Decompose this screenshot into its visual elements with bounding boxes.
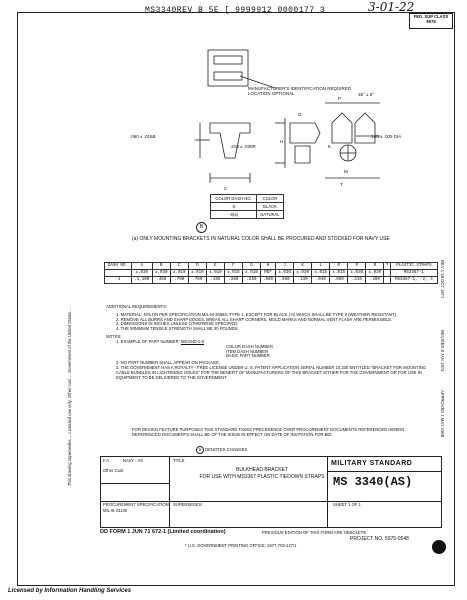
dimension-header-cell: DASH NO. [105,263,132,270]
tolerance-cell: REF [260,270,275,277]
tolerance-cell: ±.010 [188,270,206,277]
title-label: TITLE [173,458,185,463]
tolerance-cell: ±.015 [224,270,242,277]
dim-letter-g: G [298,112,302,117]
proc-spec-label: PROCUREMENT SPECIFICATION [103,502,169,507]
note-a: (a) ONLY MOUNTING BRACKETS IN NATURAL COLOR SHALL BE PROCURED AND STOCKED FOR NAVY USE [132,236,390,242]
requirement-item: 3. DIMENSIONS IN INCHES UNLESS OTHERWISE SPECIFIED. [116,321,239,327]
proc-spec-value: MIL-B-23130 [103,508,128,513]
manufacturer-label: MANUFACTURER'S IDENTIFICATION REQUIRED LOCATION OPTIONAL [248,86,352,96]
title-line-1: BULKHEAD BRACKET [236,467,288,473]
color-row-color: NATURAL [257,211,284,219]
of-label: OF [351,502,358,507]
dimension-value-cell: .750 [188,277,206,284]
denotes-changes-label: DENOTES CHANGES [205,447,248,452]
fsc-box [409,13,453,29]
dimension-header-cell: F [224,263,242,270]
dimension-header-cell: R [366,263,384,270]
dimension-header-cell: J [276,263,294,270]
dd-form: DD FORM 1 JUN 71 672-1 (Limited coordination) [100,529,226,535]
top-view-slot-2 [214,72,242,80]
requirement-item: 2. REMOVE ALL BURRS AND SHARP EDGES. BREAK ALL SHARP CORNERS. MOLD MARKS AND NORMAL VENT FLASH ARE PERMISSIBLE. [116,316,393,322]
dimension-header-cell: H [260,263,275,270]
top-view-outline [208,50,248,86]
notes-list [106,340,436,381]
dimension-header-cell: T [385,264,389,268]
dimension-value-cell: .700 [170,277,188,284]
dimension-table [104,262,438,284]
dimension-header-cell: B [152,263,170,270]
note-2: 2. NO PART NUMBER SHALL APPEAR ON PACKAGE. [116,360,221,366]
dim-letter-t: T [340,182,343,187]
part-number-breakdown [116,345,436,359]
dimension-value-cell: .040 [312,277,330,284]
side-view-outline [290,123,320,143]
approved-date: APPROVED 1 MAY 1968 [440,390,445,438]
tolerance-cell: ±.010 [170,270,188,277]
color-table [210,194,284,219]
fsc-label: FED. SUP CLASS [413,14,449,19]
dimension-value-cell: .130 [294,277,312,284]
change-marker: B [196,222,207,233]
tolerance-cell: ±.030 [348,270,366,277]
requirements-section [106,305,436,381]
sheet-label: SHEET [333,502,347,507]
military-standard: MILITARY STANDARD [331,460,413,467]
dimension-value-cell: .310 [348,277,366,284]
color-row-color: BLACK [257,203,284,211]
dimension-header-cell: L [312,263,330,270]
tolerance-cell: ±.010 [206,270,224,277]
dimension-value-cell: -1 [105,277,132,284]
note-3: 3. THE GOVERNMENT HAS A ROYALTY - FREE LICENSE UNDER U. S. PATENT APPLICATION SERIAL NUMBER 10,330 ENTITLED "BRACKET FOR MOUNTING CABLE BUNDLES IN LIGHTENING HOLES" FOR THE BENEFIT OF MANUFACTURERS OF THIS BRACKET EITHER FOR THE GOVERNMENT OR FOR USE IN EQUIPMENT TO BE DELIVERED TO THE GOVERNMENT. [116,365,427,380]
other-cust: Other Cust [103,468,124,473]
example-part-number: MS3340-1-9 [180,338,204,344]
tolerance-cell: ±.030 [131,270,152,277]
technical-drawing [100,28,440,193]
document-code: MS3340REV B 5E [ 9999912 0000177 3 [145,6,326,15]
tolerance-cell: ±.010 [242,270,260,277]
pn-part-basic: BASIC PART NUMBER [226,353,270,359]
front-view-outline [210,123,250,158]
of-value: 1 [358,502,361,507]
dim-letter-h: H [280,139,284,144]
dimension-value-cell: MS3367-1, -2, 4 [390,277,437,284]
handwritten-note: 3-01-22 [368,0,415,14]
tolerance-cell: ±.030 [152,270,170,277]
requirements-heading: ADDITIONAL REQUIREMENTS: [106,304,168,309]
denotes-changes [196,446,247,454]
color-table-header-color: COLOR [257,195,284,203]
dimension-value-cell: .550 [276,277,294,284]
gpo-note: * U.S. GOVERNMENT PRINTING OFFICE: 1977-703-127/1 [185,543,297,548]
dimension-header-cell: D [188,263,206,270]
seal-mark [432,540,446,554]
fa-label: F.A. [103,458,111,463]
change-marker-legend: B [196,446,204,454]
approval-date: REV 1 18 OCT 1977 [440,260,445,299]
pn-part-item: ITEM DASH NUMBER [226,348,269,354]
dim-letter-k: K [328,144,332,149]
previous-edition: PREVIOUS EDITION OF THIS FORM ARE OBSOLETE [262,530,367,535]
dimension-value-cell: .280 [224,277,242,284]
tolerance-cell: ±.015 [312,270,330,277]
dimension-header-cell: PLASTIC STRAPS [390,263,437,270]
dim-angle: 35° ± 5° [358,92,375,97]
dimension-header-cell: E [206,263,224,270]
tolerance-cell: ±.030 [294,270,312,277]
dimension-header-cell: A [131,263,152,270]
tolerance-cell: ±.030 [366,270,384,277]
dimension-header-cell: K [294,263,312,270]
title-line-2: FOR USE WITH MS3367 PLASTIC TIEDOWN STRAPS [199,473,325,480]
requirements-list [106,313,436,332]
notes-heading: NOTES: [106,334,122,340]
dimension-header-cell: P [348,263,366,270]
dim-width: .210 ± .030R [230,144,256,149]
revision-date: REVISED 8 JAN 1974 [440,330,445,372]
dimension-value-cell: .250 [242,277,260,284]
dimension-value-cell: .390 [366,277,384,284]
dimension-value-cell: .195 [206,277,224,284]
dimension-value-cell: .060 [330,277,348,284]
design-note: FOR DESIGN FEATURE PURPOSES THIS STANDARD TAKES PRECEDENCE OVER PROCUREMENT DOCUMENTS REFERENCED HEREIN. REFERENCED DOCUMENTS SHALL BE OF THE ISSUE IN EFFECT ON DATE OF INVITATION FOR BID. [132,427,406,437]
license-footer: Licensed by Information Handling Services [8,588,132,594]
dim-diameter: .145 ± .005 DIA [370,134,402,139]
tolerance-cell [105,270,132,277]
dimension-value-cell: .1,100 [131,277,152,284]
fa-value: NAVY - AS [123,458,144,463]
dimension-header-cell: G [242,263,260,270]
color-table-header-dash: COLOR DASH NO. [211,195,257,203]
requirement-item: 1. MATERIAL: NYLON PER SPECIFICATION MIL-M-20693, TYPE 1, EXCEPT FOR BLACK (-0) WHICH SHALL BE TYPE II (WEATHER RESISTANT). [116,311,398,317]
dim-letter-c: C [224,186,228,191]
left-margin-text: This drawing supersedes ... Licensed use only. Other cust ... Government of the United States ... [67,307,72,486]
dim-letter-m: M [344,169,348,174]
tolerance-cell: MS3367-1 [390,270,437,277]
fsc-value: 5975 [426,19,436,25]
top-view-slot [214,56,242,64]
title-text [197,467,327,480]
dim-letter-p: P [338,96,342,101]
sheet-value: 1 [348,502,351,507]
dimension-value-cell: .060 [260,277,275,284]
example-label: 1. EXAMPLE OF PART NUMBER: [116,338,180,344]
right-view-outline [332,113,352,143]
title-block [100,456,442,528]
tolerance-cell: ±.015 [330,270,348,277]
dimension-value-cell: .450 [152,277,170,284]
dimension-header-cell: M [330,263,348,270]
color-row-dash: -9(a) [211,211,257,219]
requirement-item: 4. THE MINIMUM TENSILE STRENGTH SHALL BE 30 POUNDS. [116,326,239,332]
project-number: PROJECT NO. 5975-0548 [350,536,409,542]
color-row-dash: -0 [211,203,257,211]
supersedes-label: SUPERSEDES: [173,502,203,507]
sheet-field [333,503,361,508]
pn-part-color: COLOR DASH NUMBER [226,343,273,349]
ms-number: MS 3340(AS) [333,475,413,489]
dim-hole: .060 ± .015B [130,134,156,139]
tolerance-cell: ±.030 [276,270,294,277]
dimension-header-cell: C [170,263,188,270]
